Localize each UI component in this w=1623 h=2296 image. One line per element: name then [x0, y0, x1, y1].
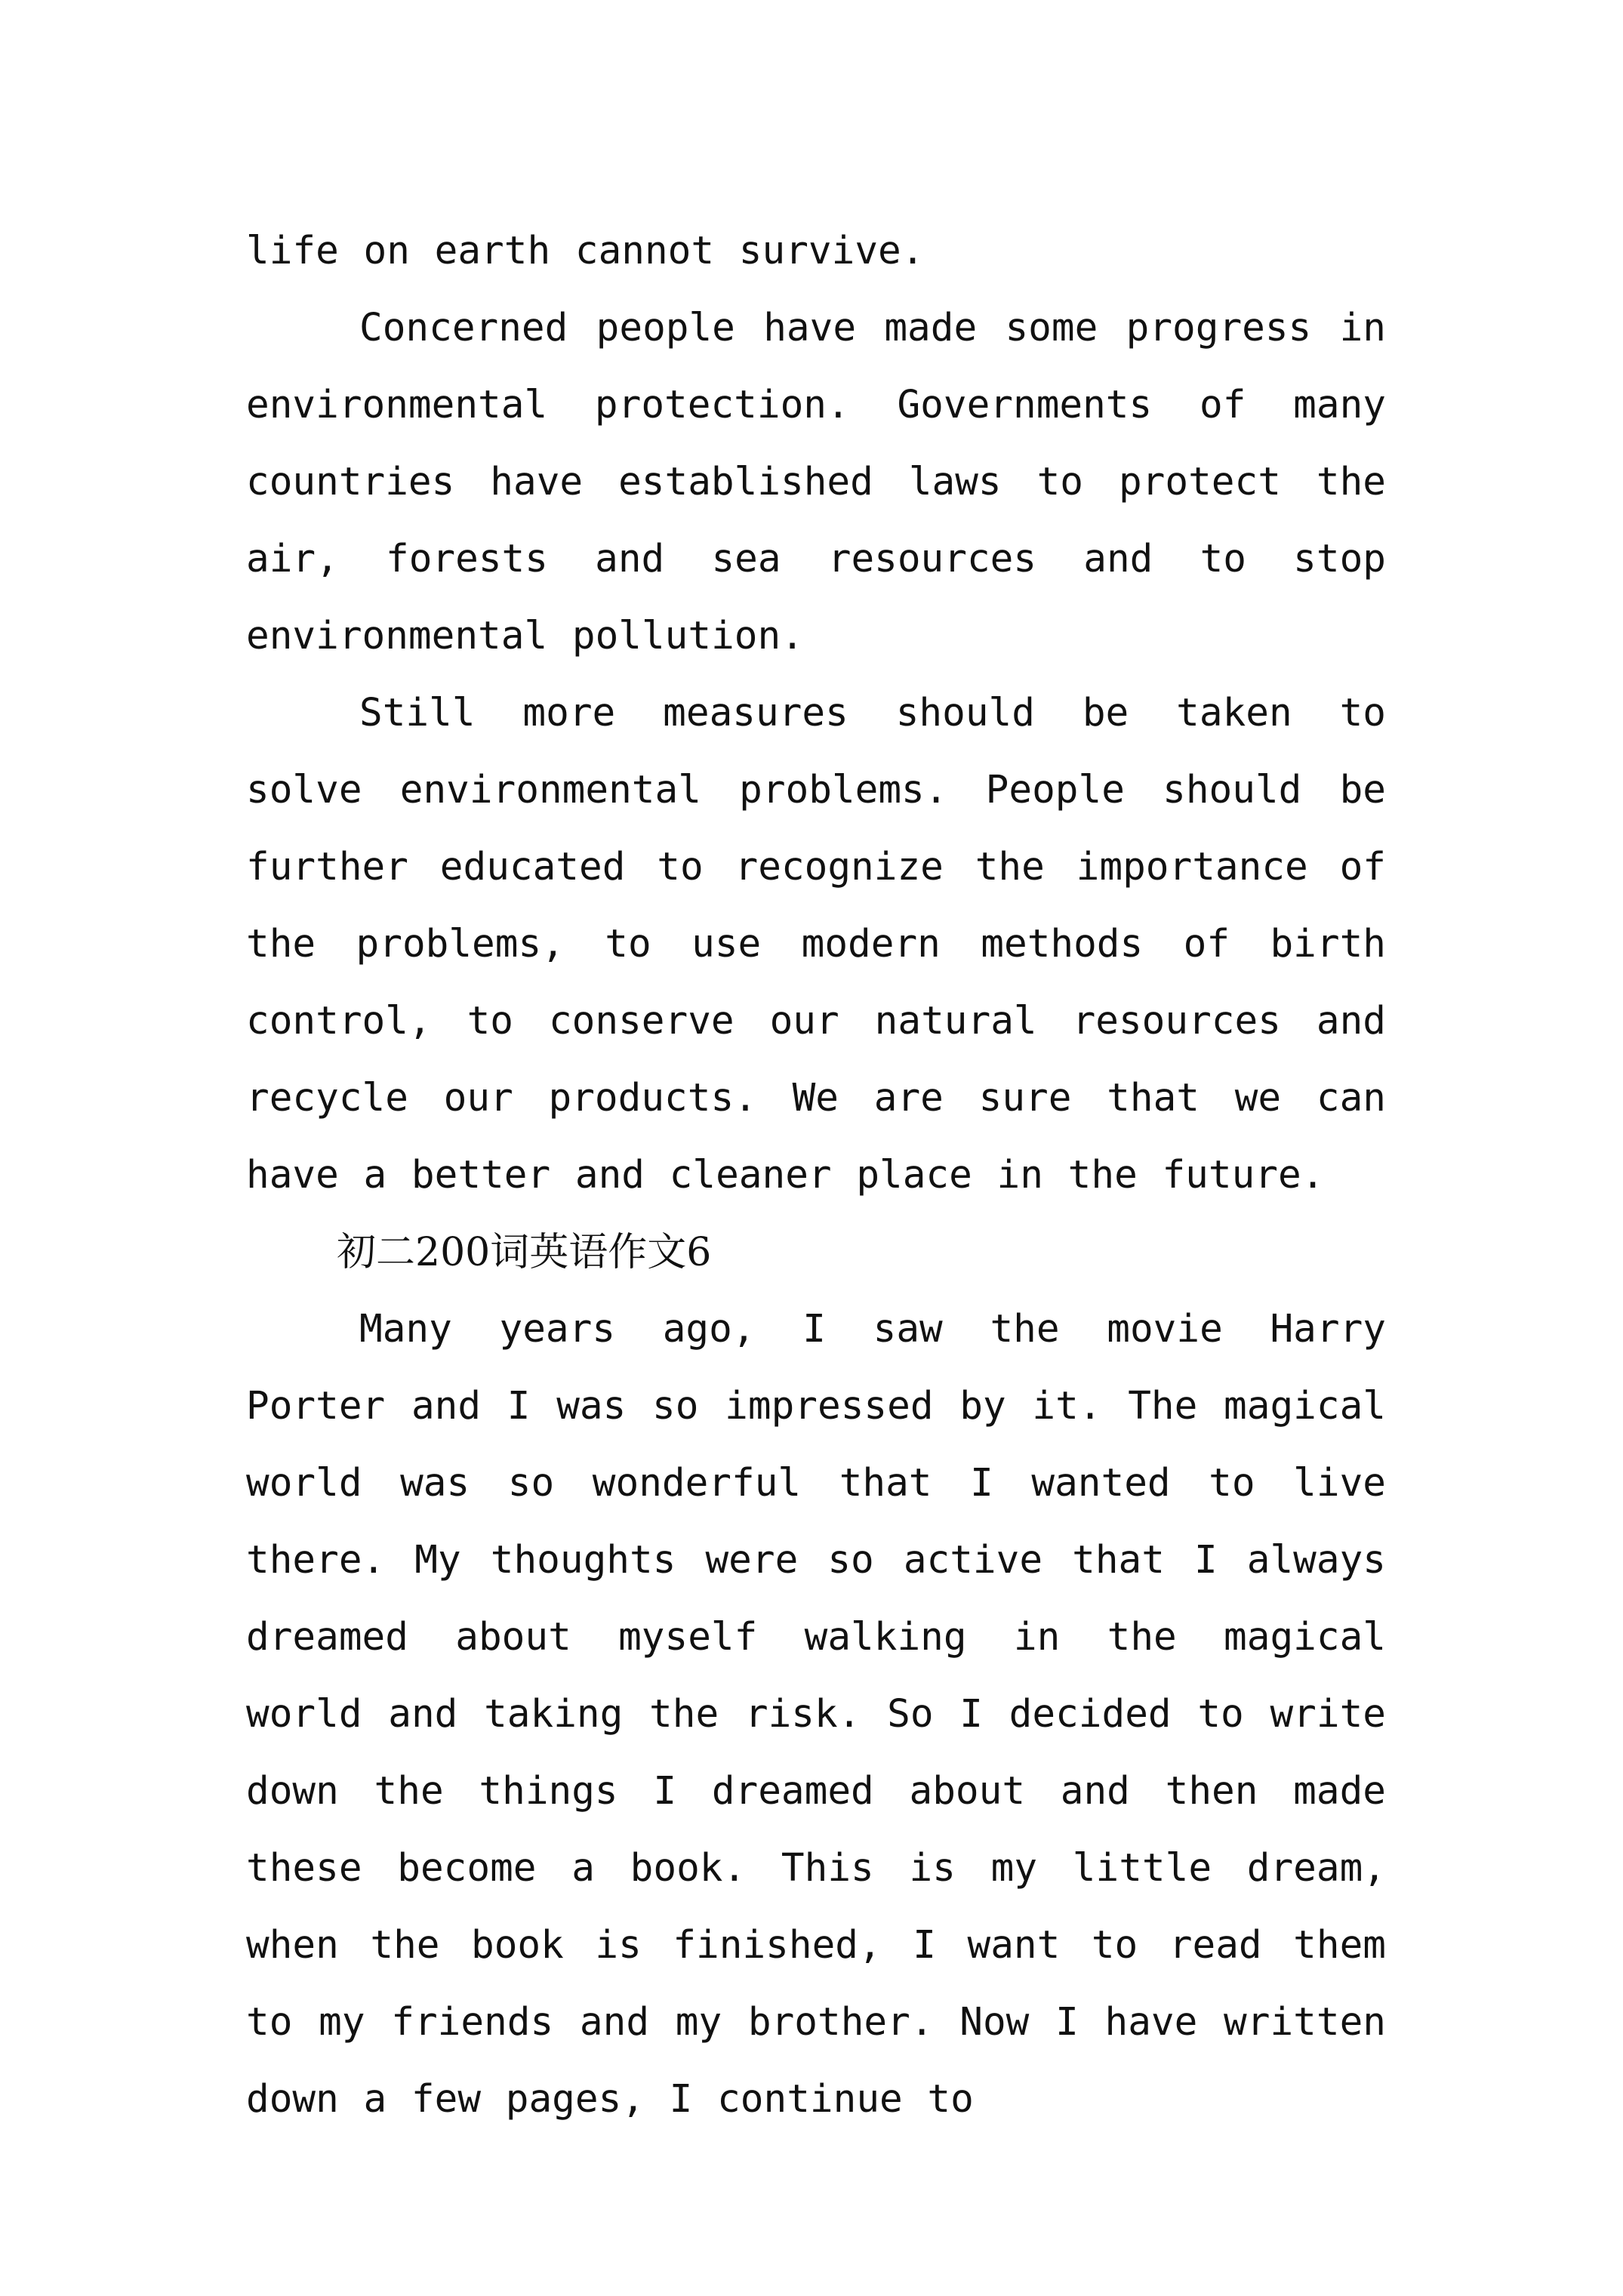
paragraph-environmental-progress: Concerned people have made some progress in environmental protection. Governments of many countries have established laws to protect the air, forests and sea resources and to stop environmental pollution.	[246, 306, 1386, 658]
paragraph-continuation: life on earth cannot survive.	[246, 229, 925, 273]
paragraph-more-measures: Still more measures should be taken to solve environmental problems. People should be further educated to recognize the importance of the problems, to use modern methods of birth control, to conserve our natural resources and recycle our products. We are sure that we can have a better and cleaner place in the future.	[246, 691, 1386, 1197]
document-body	[246, 213, 1386, 2138]
paragraph-harry-porter: Many years ago, I saw the movie Harry Porter and I was so impressed by it. The magical world was so wonderful that I wanted to live there. My thoughts were so active that I always dreamed about myself walking in the magical world and taking the risk. So I decided to write down the things I dreamed about and then made these become a book. This is my little dream, when the book is finished, I want to read them to my friends and my brother. Now I have written down a few pages, I continue to	[246, 1307, 1386, 2122]
section-heading: 初二200词英语作文6	[337, 1230, 712, 1275]
